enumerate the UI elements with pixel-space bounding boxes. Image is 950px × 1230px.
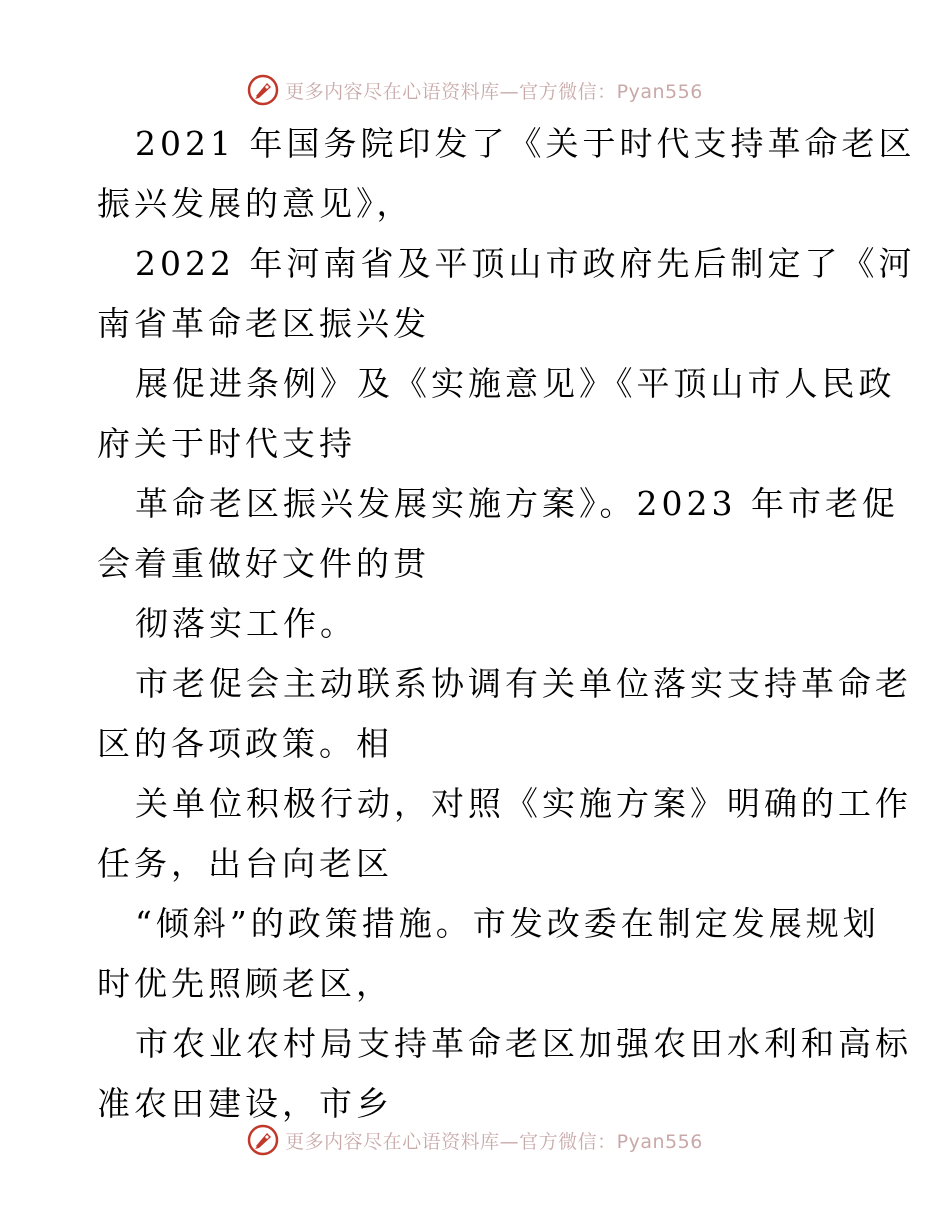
paragraph-line: 革命老区振兴发展实施方案》。2023 年市老促	[135, 484, 899, 523]
paragraph-line: 府关于时代支持	[97, 424, 356, 463]
paragraph-line: 会着重做好文件的贯	[97, 544, 430, 583]
paragraph-line: 彻落实工作。	[135, 604, 357, 643]
paragraph-line: “倾斜”的政策措施。市发改委在制定发展规划	[135, 904, 880, 943]
paragraph-line: 2022 年河南省及平顶山市政府先后制定了《河	[135, 244, 916, 283]
footer-banner-text: 更多内容尽在心语资料库—官方微信：Pyan556	[285, 1130, 703, 1153]
paragraph-line: 任务，出台向老区	[97, 844, 393, 883]
paragraph-line: 南省革命老区振兴发	[97, 304, 430, 343]
paragraph-line: 振兴发展的意见》，	[97, 184, 414, 223]
pen-nib-logo-icon	[247, 74, 279, 106]
header-banner	[0, 70, 950, 110]
footer-banner	[0, 1120, 950, 1160]
paragraph-line: 时优先照顾老区，	[97, 964, 393, 1003]
paragraph-line: 准农田建设，市乡	[97, 1084, 393, 1123]
paragraph-line: 展促进条例》及《实施意见》《平顶山市人民政	[135, 364, 896, 403]
pen-nib-logo-icon	[247, 1124, 279, 1156]
paragraph-line: 市老促会主动联系协调有关单位落实支持革命老	[135, 664, 912, 703]
header-banner-text: 更多内容尽在心语资料库—官方微信：Pyan556	[285, 80, 703, 103]
paragraph-line: 2021 年国务院印发了《关于时代支持革命老区	[135, 124, 916, 163]
paragraph-line: 市农业农村局支持革命老区加强农田水利和高标	[135, 1024, 912, 1063]
paragraph-line: 区的各项政策。相	[97, 724, 393, 763]
paragraph-line: 关单位积极行动，对照《实施方案》明确的工作	[135, 784, 912, 823]
